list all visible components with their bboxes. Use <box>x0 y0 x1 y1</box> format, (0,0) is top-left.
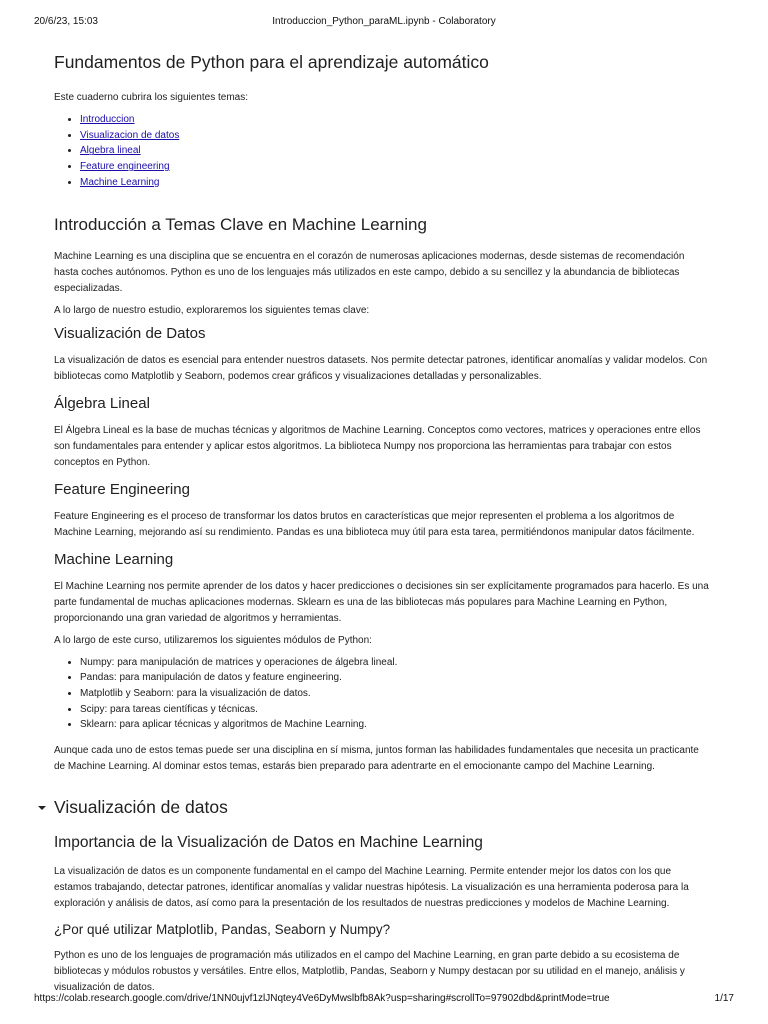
algebra-paragraph: El Álgebra Lineal es la base de muchas técnicas y algoritmos de Machine Learning. Conceptos como vectores, matrices y operaciones entre ellos son fundamentales para entender y aplicar estos algoritmos. La biblioteca Numpy nos proporciona las herramientas para trabajar con estos conceptos en Python. <box>54 424 701 468</box>
section-title: Visualización de datos <box>54 797 228 818</box>
print-title: Introduccion_Python_paraML.ipynb - Colaboratory <box>272 16 496 27</box>
list-item: • Sklearn: para aplicar técnicas y algoritmos de Machine Learning. <box>80 717 710 733</box>
key-topics-paragraph: Machine Learning es una disciplina que se encuentra en el corazón de numerosas aplicaciones modernas, desde sistemas de recomendación hasta coches autónomos. Python es uno de los lenguajes más utilizados en este campo, debido a su sencillez y la abundancia de bibliotecas especializadas. <box>54 250 685 294</box>
why-libraries-paragraph: Python es uno de los lenguajes de programación más utilizados en el campo del Machine Learning, en gran parte debido a su ecosistema de bibliotecas y módulos robustos y versátiles. Entre ellos, Matplotlib, Pandas, Seaborn y Numpy destacan por su utilidad en el manejo, análisis y visualización de datos. <box>54 950 685 994</box>
key-topics-heading: Introducción a Temas Clave en Machine Learning <box>54 214 427 234</box>
page-number: 1/17 <box>714 993 734 1004</box>
intro-lead: Este cuaderno cubrira los siguientes temas: <box>54 92 248 103</box>
print-header <box>34 16 734 27</box>
print-url: https://colab.research.google.com/drive/1NN0ujvf1zlJNqtey4Ve6DyMwslbfb8Ak?usp=sharing#scrollTo=97902dbd&printMode=true <box>34 993 610 1004</box>
vis-paragraph: La visualización de datos es esencial para entender nuestros datasets. Nos permite detectar patrones, identificar anomalías y validar modelos. Con bibliotecas como Matplotlib y Seaborn, podemos crear gráficos y visualizaciones detalladas y personalizables. <box>54 354 708 382</box>
toc-item <box>80 143 710 159</box>
toc-link-algebra[interactable]: Algebra lineal <box>80 145 141 157</box>
toc-link-introduccion[interactable]: Introduccion <box>80 114 135 125</box>
toc-item <box>80 112 710 128</box>
caret-down-icon[interactable] <box>36 802 48 814</box>
toc-link-visualizacion[interactable]: Visualizacion de datos <box>80 129 180 141</box>
vis-importance-heading: Importancia de la Visualización de Datos en Machine Learning <box>54 834 483 852</box>
list-item: • Numpy: para manipulación de matrices y operaciones de álgebra lineal. <box>80 655 710 671</box>
toc-item <box>80 175 710 191</box>
print-date: 20/6/23, 15:03 <box>34 16 98 27</box>
machine-learning-paragraph: El Machine Learning nos permite aprender de los datos y hacer predicciones o decisiones sin ser explícitamente programados para hacerlo. Es una parte fundamental de muchas aplicaciones modernas. Sklearn es una de las bibliotecas más populares para Machine Learning en Python, proporcionando una gran variedad de algoritmos y herramientas. <box>54 580 709 624</box>
toc-item <box>80 159 710 175</box>
section-header-visualizacion[interactable] <box>54 797 710 818</box>
toc-link-machine-learning[interactable]: Machine Learning <box>80 176 160 188</box>
key-topics-lead: A lo largo de nuestro estudio, exploraremos los siguientes temas clave: <box>54 304 370 316</box>
toc-list <box>54 112 710 191</box>
feature-engineering-heading: Feature Engineering <box>54 480 190 498</box>
closing-paragraph: Aunque cada uno de estos temas puede ser una disciplina en sí misma, juntos forman las habilidades fundamentales que necesita un practicante de Machine Learning. Al dominar estos temas, estarás bien preparado para adentrarte en el emocionante campo del Machine Learning. <box>54 745 699 773</box>
notebook-content <box>54 52 710 1002</box>
print-footer <box>34 993 734 1004</box>
modules-list <box>54 655 710 734</box>
modules-lead: A lo largo de este curso, utilizaremos los siguientes módulos de Python: <box>54 634 372 646</box>
notebook-title: Fundamentos de Python para el aprendizaje automático <box>54 52 489 72</box>
machine-learning-heading: Machine Learning <box>54 550 174 568</box>
list-item: • Pandas: para manipulación de datos y feature engineering. <box>80 670 710 686</box>
toc-item <box>80 128 710 144</box>
algebra-heading: Álgebra Lineal <box>54 394 150 412</box>
feature-engineering-paragraph: Feature Engineering es el proceso de transformar los datos brutos en características que mejor representen el problema a los algoritmos de Machine Learning, mejorando así su rendimiento. Pandas es una biblioteca muy útil para esta tarea, permitiéndonos manipular datos fácilmente. <box>54 510 695 538</box>
list-item: • Scipy: para tareas científicas y técnicas. <box>80 702 710 718</box>
list-item: • Matplotlib y Seaborn: para la visualización de datos. <box>80 686 710 702</box>
vis-heading: Visualización de Datos <box>54 324 206 342</box>
why-libraries-heading: ¿Por qué utilizar Matplotlib, Pandas, Seaborn y Numpy? <box>54 922 391 938</box>
toc-link-feature-engineering[interactable]: Feature engineering <box>80 161 170 173</box>
vis-importance-paragraph: La visualización de datos es un componente fundamental en el campo del Machine Learning. Permite entender mejor los datos con los que estamos trabajando, detectar patrones, identificar anomalías y validar nuestras hipótesis. La visualización es una herramienta poderosa para la exploración y análisis de datos, así como para la presentación de los resultados de nuestras predicciones y modelos de Machine Learning. <box>54 866 689 910</box>
